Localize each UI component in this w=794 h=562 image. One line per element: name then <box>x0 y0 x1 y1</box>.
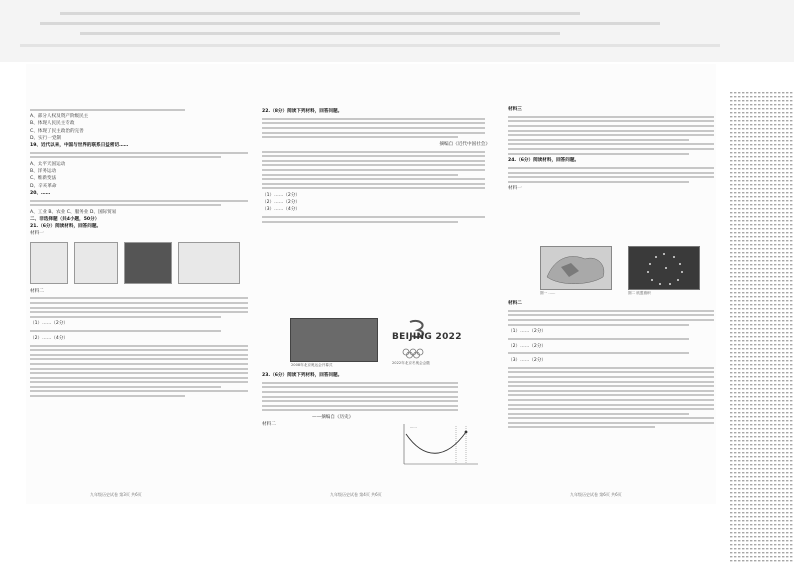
question-22-ask-1: （1）……（2分） <box>262 192 301 198</box>
flag-caption-wrap <box>628 290 651 297</box>
column-1 <box>30 106 252 400</box>
material-2-label: 材料二 <box>30 288 44 294</box>
portrait-image <box>124 242 172 284</box>
logo-caption-wrap <box>392 360 430 367</box>
option-a: A、部分人权及资产阶级民主 <box>30 114 89 120</box>
page-footer-2: 九年级历史试卷 第4页 共6页 <box>330 492 382 497</box>
chart-title: …… <box>410 425 417 429</box>
question-24: 24.（6分）阅读材料，回答问题。 <box>508 158 580 164</box>
question-24-ask-1: （1）……（2分） <box>508 329 547 335</box>
olympics-photo <box>290 318 378 367</box>
question-22: 22.（8分）阅读下列材料，回答问题。 <box>262 109 343 114</box>
question-20: 20、…… <box>30 190 51 196</box>
page-footer-3: 九年级历史试卷 第6页 共6页 <box>570 492 622 497</box>
book-cover-image <box>74 242 118 284</box>
q20-options: A、工业 B、农业 C、服务业 D、国际贸易 <box>30 209 117 215</box>
logo-text: BEIJING 2022 <box>392 332 462 342</box>
page-footer-1: 九年级历史试卷 第3页 共6页 <box>90 492 142 497</box>
beijing-2022-logo <box>392 318 462 360</box>
material-1-images <box>30 242 252 284</box>
question-22-ask-2: （2）……（2分） <box>262 200 301 206</box>
q19-option-d: D、辛亥革命 <box>30 183 57 189</box>
material-2-label-q23: 材料二 <box>262 422 276 428</box>
material-1-label: 材料一 <box>30 231 44 237</box>
q19-option-a: A、太平天国运动 <box>30 161 66 167</box>
question-23: 23.（6分）阅读下列材料，回答问题。 <box>262 373 343 378</box>
question-21: 21.（6分）阅读材料，回答问题。 <box>30 224 102 230</box>
q19-option-c: C、维新变法 <box>30 176 57 182</box>
column-3 <box>508 106 718 193</box>
olympics-photo-caption: 2008年北京奥运会开幕式 <box>291 363 333 367</box>
material-3-label: 材料三 <box>508 107 522 112</box>
section-2-title: 二、非选择题（共4小题，50分） <box>30 216 100 222</box>
text-quote-image <box>178 242 240 284</box>
source-1: 摘编自《近代中国社会》 <box>439 141 490 147</box>
eu-flag <box>628 246 700 290</box>
option-d: D、实行一党制 <box>30 135 62 141</box>
blurred-header-band <box>0 0 794 62</box>
question-19: 19、近代以来，中国与世界的联系日益密切…… <box>30 143 129 148</box>
material-1-label-q24: 材料一 <box>508 186 522 192</box>
answer-sheet-pattern <box>730 92 794 562</box>
question-21-ask-2: （2）……（4分） <box>30 335 69 341</box>
logo-caption: 2022年北京冬奥会会徽 <box>392 361 430 365</box>
column-3-lower <box>508 300 718 431</box>
question-24-ask-2: （2）……（2分） <box>508 343 547 349</box>
map-caption: 图一 …… <box>540 291 556 295</box>
option-c: C、体现了民主政治的完善 <box>30 128 84 134</box>
source-2: ——摘编自《历史》 <box>312 414 354 420</box>
line-chart <box>396 420 482 472</box>
column-2 <box>262 108 490 225</box>
map-caption-wrap <box>540 290 556 297</box>
option-b: B、体现人民民主专政 <box>30 121 75 127</box>
question-22-ask-3: （3）……（4分） <box>262 207 301 213</box>
material-2-label-q24: 材料二 <box>508 301 522 306</box>
trend-line <box>406 432 466 453</box>
q19-option-b: B、洋务运动 <box>30 169 57 175</box>
data-point <box>465 431 468 434</box>
book-scan-image <box>30 242 68 284</box>
question-21-ask-1: （1）……（2分） <box>30 321 69 327</box>
question-24-ask-3: （3）……（2分） <box>508 357 547 363</box>
europe-map <box>540 246 612 290</box>
flag-caption: 图二 欧盟旗帜 <box>628 291 651 295</box>
